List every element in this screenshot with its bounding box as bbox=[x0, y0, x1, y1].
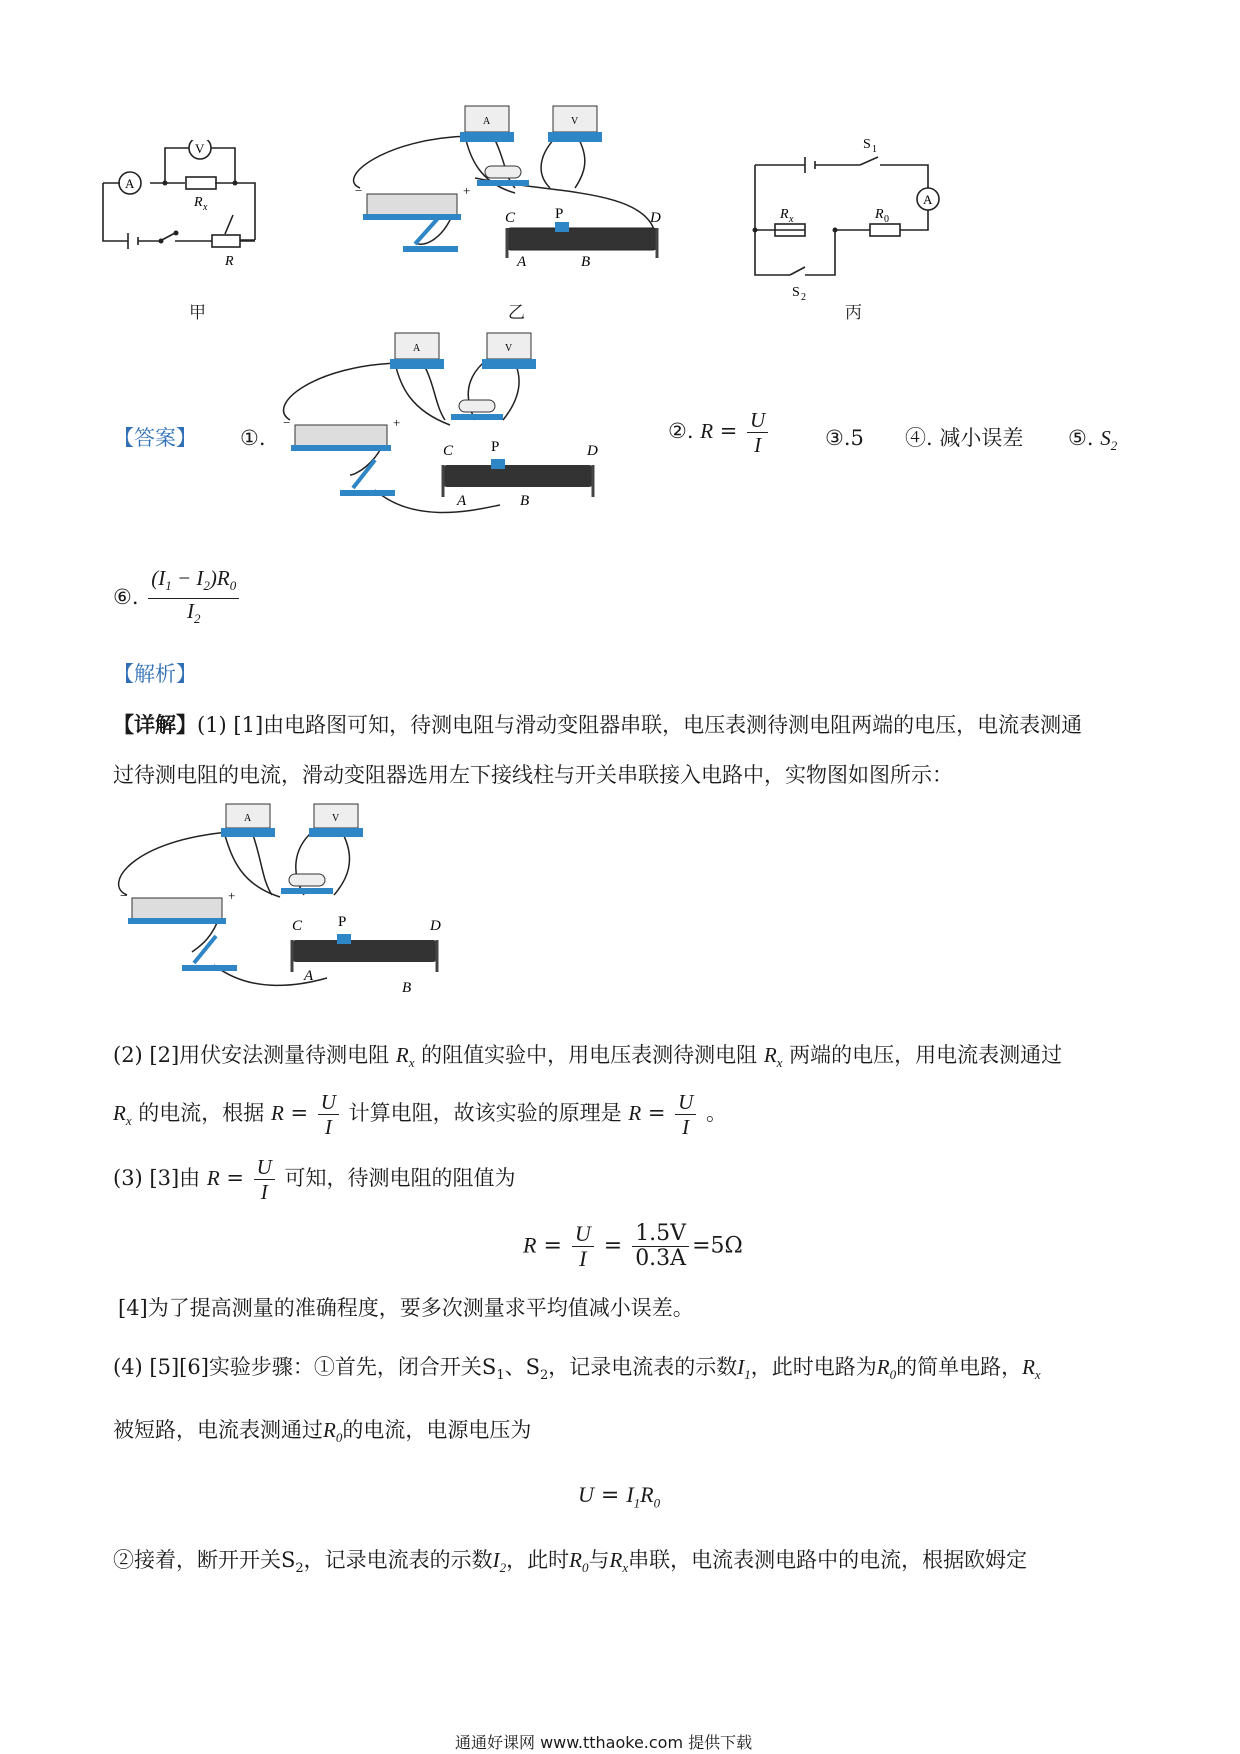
footer-watermark: 通通好课网 www.tthaoke.com 提供下载 bbox=[455, 1733, 753, 1752]
answer-item-2: ②. R = $\frac{U}{I}$ bbox=[668, 408, 771, 457]
answer-6-fraction: $\frac{(I_1 - I_2)R_0}{I_2}$ bbox=[148, 566, 239, 631]
paragraph-5-line-1: (4) [5][6]实验步骤：①首先，闭合开关$S_1$、$S_2$，记录电流表的示数$I_1$，此时电路为$R_0$的简单电路，$R_x$ bbox=[113, 1355, 1041, 1384]
svg-text:C: C bbox=[505, 210, 516, 226]
svg-text:−: − bbox=[355, 183, 363, 198]
svg-text:V: V bbox=[332, 813, 340, 824]
svg-text:D: D bbox=[430, 918, 441, 934]
paragraph-1-line-1: 【详解】(1) [1]由电路图可知，待测电阻与滑动变阻器串联，电压表测待测电阻两端的电压，电流表测通 bbox=[113, 712, 1083, 737]
svg-text:C: C bbox=[443, 443, 454, 459]
svg-text:A: A bbox=[244, 813, 252, 824]
answer-tag: 【答案】 bbox=[113, 426, 197, 450]
svg-text:x: x bbox=[203, 202, 208, 213]
svg-text:+: + bbox=[393, 415, 401, 430]
svg-text:A: A bbox=[923, 192, 933, 207]
answer-item-5: ⑤. $S_2$ bbox=[1068, 426, 1118, 454]
analysis-apparatus-diagram bbox=[112, 800, 452, 1010]
answer-item-3: ③.5 bbox=[825, 426, 864, 450]
figure-label-yi: 乙 bbox=[508, 303, 525, 323]
answer-item-6: ⑥. $\frac{(I_1 - I_2)R_0}{I_2}$ bbox=[113, 566, 242, 631]
svg-text:R: R bbox=[875, 207, 884, 222]
voltmeter-label: V bbox=[195, 141, 205, 156]
svg-text:P: P bbox=[491, 439, 500, 455]
svg-text:−: − bbox=[283, 415, 291, 430]
voltage-equation: $U = I_1R_0$ bbox=[578, 1482, 661, 1511]
svg-text:C: C bbox=[292, 918, 303, 934]
svg-text:D: D bbox=[650, 210, 661, 226]
svg-text:A: A bbox=[517, 254, 527, 270]
svg-text:1: 1 bbox=[872, 144, 877, 155]
svg-text:B: B bbox=[520, 493, 530, 509]
resistance-equation: R = $\frac{U}{I}$ = $\frac{1.5V}{0.3A}$ =5Ω bbox=[523, 1221, 743, 1271]
paragraph-2-line-2: $R_x$ 的电流，根据 R = $\frac{U}{I}$ 计算电阻，故该实验的原理是 R = $\frac{U}{I}$ 。 bbox=[113, 1090, 727, 1139]
answer-apparatus-diagram bbox=[275, 325, 625, 540]
paragraph-3: (3) [3]由 R = $\frac{U}{I}$ 可知，待测电阻的阻值为 bbox=[113, 1155, 516, 1204]
svg-text:x: x bbox=[789, 214, 794, 225]
analysis-tag: 【解析】 bbox=[113, 662, 197, 686]
svg-text:2: 2 bbox=[801, 292, 806, 300]
svg-text:+: + bbox=[463, 183, 471, 198]
paragraph-5-line-2: 被短路，电流表测通过$R_0$的电流，电源电压为 bbox=[113, 1418, 532, 1446]
svg-text:A: A bbox=[304, 968, 314, 984]
svg-text:V: V bbox=[505, 343, 513, 354]
paragraph-2-line-1: (2) [2]用伏安法测量待测电阻 $R_x$ 的阻值实验中，用电压表测待测电阻 $R_x$ 两端的电压，用电流表测通过 bbox=[113, 1043, 1063, 1071]
svg-text:D: D bbox=[587, 443, 598, 459]
paragraph-6: ②接着，断开开关$S_2$，记录电流表的示数$I_2$，此时$R_0$与$R_x$串联，电流表测电路中的电流，根据欧姆定 bbox=[113, 1548, 1028, 1577]
svg-text:A: A bbox=[413, 343, 421, 354]
answer-item-1: ①. bbox=[240, 426, 266, 450]
svg-text:+: + bbox=[228, 888, 236, 903]
svg-text:R: R bbox=[780, 207, 789, 222]
circuit-diagram-jia bbox=[100, 140, 290, 290]
r-label: R bbox=[225, 254, 234, 269]
svg-text:B: B bbox=[581, 254, 591, 270]
rx-label: R bbox=[194, 195, 203, 210]
circuit-diagram-bing bbox=[750, 130, 950, 300]
svg-text:V: V bbox=[571, 116, 579, 127]
svg-text:A: A bbox=[483, 116, 491, 127]
svg-text:−: − bbox=[120, 888, 128, 903]
figure-label-jia: 甲 bbox=[189, 303, 206, 323]
svg-text:P: P bbox=[338, 914, 347, 930]
answer-item-4: ④. 减小误差 bbox=[905, 426, 1024, 450]
svg-text:B: B bbox=[402, 980, 412, 996]
s1-label: S bbox=[863, 137, 871, 152]
ammeter-label: A bbox=[125, 176, 135, 191]
figure-label-bing: 丙 bbox=[845, 303, 862, 323]
svg-text:P: P bbox=[555, 206, 564, 222]
svg-text:0: 0 bbox=[884, 214, 889, 225]
paragraph-4: [4]为了提高测量的准确程度，要多次测量求平均值减小误差。 bbox=[118, 1296, 694, 1320]
paragraph-1-line-2: 过待测电阻的电流，滑动变阻器选用左下接线柱与开关串联接入电路中，实物图如图所示： bbox=[113, 763, 953, 787]
s2-label: S bbox=[792, 285, 800, 300]
svg-text:A: A bbox=[457, 493, 467, 509]
apparatus-diagram-yi bbox=[345, 98, 685, 298]
